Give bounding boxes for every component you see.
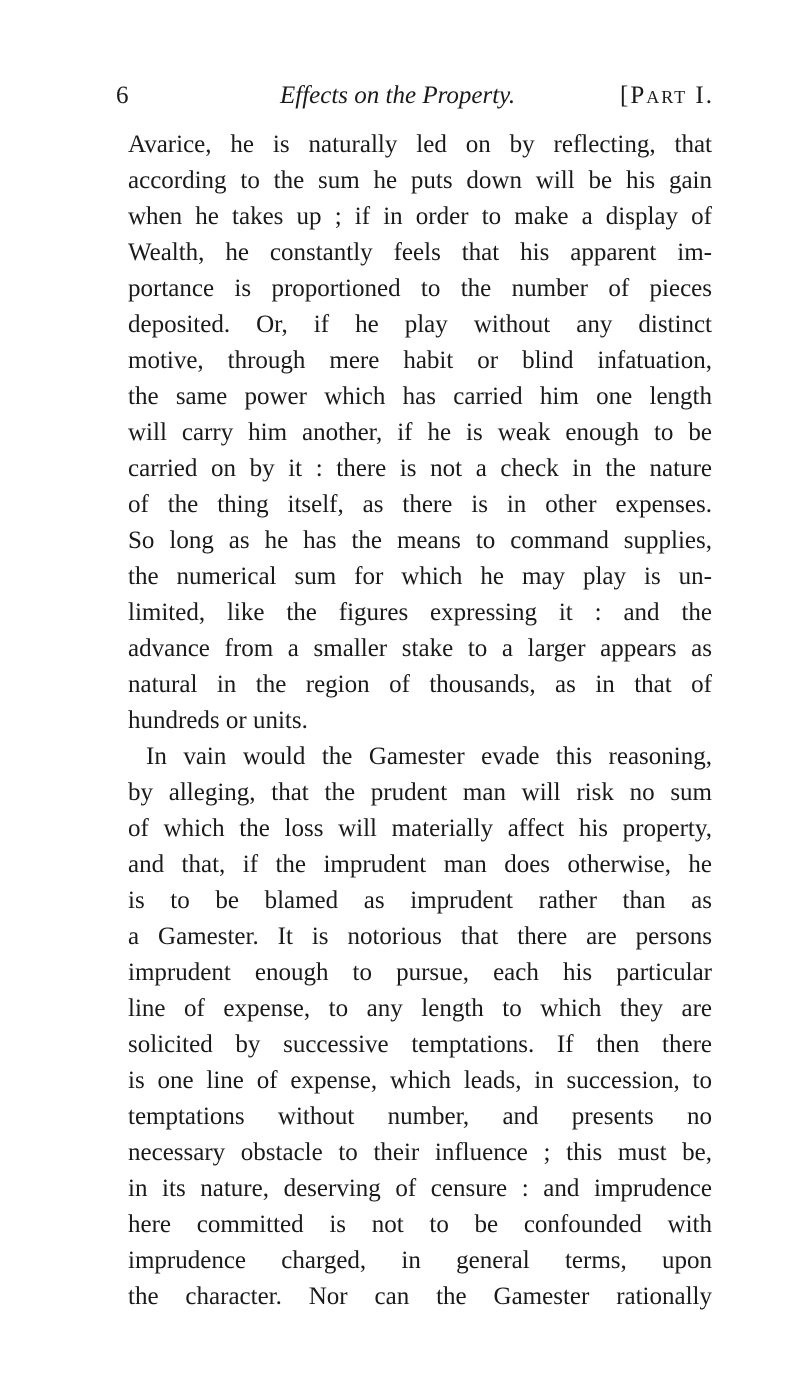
page-number: 6 xyxy=(116,82,129,109)
text-line: imprudent enough to pursue, each his particular xyxy=(128,959,712,986)
text-line: by alleging, that the prudent man will risk no sum xyxy=(128,779,712,806)
body-text xyxy=(128,127,712,1315)
text-line: when he takes up ; if in order to make a display of xyxy=(128,203,712,230)
text-line: imprudence charged, in general terms, upon xyxy=(128,1247,712,1274)
text-line: Wealth, he constantly feels that his apparent im- xyxy=(128,239,712,266)
text-line: temptations without number, and presents no xyxy=(128,1103,712,1130)
text-line: according to the sum he puts down will be his gain xyxy=(128,167,712,194)
text-line: is one line of expense, which leads, in succession, to xyxy=(128,1067,712,1094)
text-line: of which the loss will materially affect his property, xyxy=(128,815,712,842)
part-label: [Part I. xyxy=(620,82,714,109)
text-line: the same power which has carried him one length xyxy=(128,383,712,410)
text-line: motive, through mere habit or blind infatuation, xyxy=(128,347,712,374)
text-line: here committed is not to be confounded with xyxy=(128,1211,712,1238)
text-line: of the thing itself, as there is in other expenses. xyxy=(128,491,712,518)
text-line: the numerical sum for which he may play is un- xyxy=(128,563,712,590)
text-line: in its nature, deserving of censure : and imprudence xyxy=(128,1175,712,1202)
text-line: necessary obstacle to their influence ; this must be, xyxy=(128,1139,712,1166)
text-line: deposited. Or, if he play without any distinct xyxy=(128,311,712,338)
text-line: a Gamester. It is notorious that there are persons xyxy=(128,923,712,950)
text-line: line of expense, to any length to which they are xyxy=(128,995,712,1022)
text-line: and that, if the imprudent man does otherwise, he xyxy=(128,851,712,878)
text-line: the character. Nor can the Gamester rationally xyxy=(128,1283,712,1310)
text-line: So long as he has the means to command supplies, xyxy=(128,527,712,554)
running-title: Effects on the Property. xyxy=(280,82,516,109)
text-line: will carry him another, if he is weak enough to be xyxy=(128,419,712,446)
text-line: portance is proportioned to the number of pieces xyxy=(128,275,712,302)
text-line: limited, like the figures expressing it : and the xyxy=(128,599,712,626)
text-line: Avarice, he is naturally led on by reflecting, that xyxy=(128,131,712,158)
text-line: natural in the region of thousands, as in that of xyxy=(128,671,712,698)
text-line: advance from a smaller stake to a larger appears as xyxy=(128,635,712,662)
text-line: hundreds or units. xyxy=(128,707,308,734)
text-line: carried on by it : there is not a check in the nature xyxy=(128,455,712,482)
running-head xyxy=(116,82,714,122)
text-line: solicited by successive temptations. If then there xyxy=(128,1031,712,1058)
text-line: is to be blamed as imprudent rather than as xyxy=(128,887,712,914)
text-line: In vain would the Gamester evade this reasoning, xyxy=(146,743,712,770)
